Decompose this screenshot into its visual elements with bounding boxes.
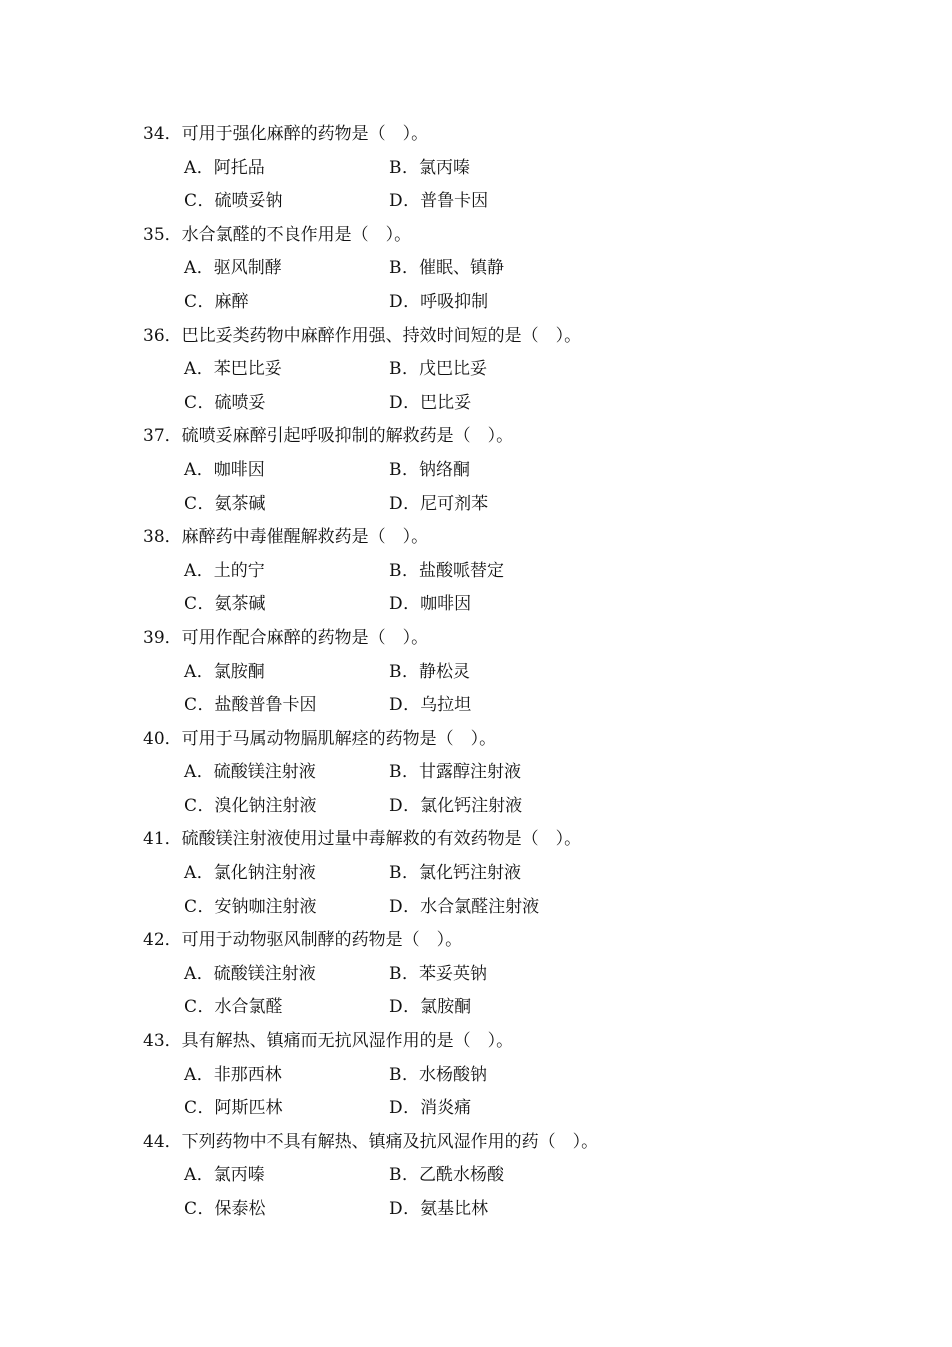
option-row bbox=[143, 488, 863, 522]
option-separator: ． bbox=[402, 963, 419, 984]
option-text: 安钠咖注射液 bbox=[214, 896, 317, 917]
option-separator: ． bbox=[403, 291, 421, 312]
question-number: 34 bbox=[143, 124, 165, 144]
option bbox=[184, 891, 317, 925]
option-row bbox=[143, 152, 863, 186]
option-letter: D bbox=[389, 493, 404, 514]
option bbox=[184, 857, 316, 891]
option-row bbox=[143, 891, 863, 925]
option-separator: ． bbox=[197, 291, 215, 312]
option-separator: ． bbox=[197, 1098, 215, 1119]
option-text: 乙酰水杨酸 bbox=[419, 1165, 504, 1186]
option-letter: B bbox=[389, 459, 402, 480]
question-stem bbox=[143, 1126, 863, 1160]
option-separator: ． bbox=[197, 896, 215, 917]
option-row bbox=[143, 555, 863, 589]
option-text: 盐酸哌替定 bbox=[419, 560, 504, 581]
option-text: 呼吸抑制 bbox=[420, 291, 489, 312]
option-letter: A bbox=[184, 1064, 197, 1085]
option-separator: ． bbox=[196, 359, 214, 380]
option-row bbox=[143, 790, 863, 824]
option-letter: D bbox=[389, 594, 404, 615]
option bbox=[389, 1092, 471, 1126]
question-stem bbox=[143, 823, 863, 857]
option-text: 氨茶碱 bbox=[214, 594, 266, 615]
option-letter: D bbox=[389, 795, 404, 816]
option-text: 催眠、镇静 bbox=[419, 258, 504, 279]
question-text: 可用于马属动物膈肌解痉的药物是（ ）。 bbox=[181, 728, 497, 749]
question-number-separator: ． bbox=[164, 124, 182, 144]
option-text: 咖啡因 bbox=[420, 594, 472, 615]
option bbox=[389, 891, 539, 925]
option bbox=[389, 790, 522, 824]
option-letter: C bbox=[184, 392, 198, 413]
question-stem bbox=[143, 521, 863, 555]
option-row bbox=[143, 454, 863, 488]
option bbox=[184, 1059, 282, 1093]
option-letter: B bbox=[389, 863, 402, 884]
question-stem bbox=[143, 723, 863, 757]
option bbox=[389, 689, 471, 723]
option-separator: ． bbox=[403, 896, 421, 917]
option-letter: A bbox=[184, 1165, 197, 1186]
option-separator: ． bbox=[403, 795, 421, 816]
option bbox=[184, 1159, 265, 1193]
option-separator: ． bbox=[196, 157, 214, 178]
option bbox=[389, 1193, 488, 1227]
option-separator: ． bbox=[402, 560, 419, 581]
question-text: 可用于强化麻醉的药物是（ ）。 bbox=[181, 124, 429, 144]
option-letter: B bbox=[389, 762, 402, 783]
option-letter: B bbox=[389, 1165, 402, 1186]
option-separator: ． bbox=[197, 997, 215, 1018]
option-letter: B bbox=[389, 258, 402, 279]
option-separator: ． bbox=[402, 157, 419, 178]
question-number-separator: ． bbox=[164, 1131, 182, 1152]
option-row bbox=[143, 588, 863, 622]
option-row bbox=[143, 756, 863, 790]
option-separator: ． bbox=[403, 1199, 421, 1219]
option-letter: D bbox=[389, 392, 404, 413]
option-letter: C bbox=[184, 493, 198, 514]
option-separator: ． bbox=[197, 594, 215, 615]
option-text: 静松灵 bbox=[419, 661, 470, 682]
question-number: 38 bbox=[143, 527, 165, 548]
option-separator: ． bbox=[196, 863, 214, 884]
option-letter: A bbox=[184, 359, 197, 380]
option bbox=[389, 286, 488, 320]
question-number-separator: ． bbox=[164, 325, 182, 346]
question-number-separator: ． bbox=[164, 426, 182, 447]
option bbox=[184, 353, 282, 387]
question-number: 43 bbox=[143, 1031, 165, 1052]
option-text: 硫酸镁注射液 bbox=[213, 963, 316, 984]
question-text: 巴比妥类药物中麻醉作用强、持效时间短的是（ ）。 bbox=[181, 325, 582, 346]
question-number-separator: ． bbox=[164, 627, 182, 648]
question-number-separator: ． bbox=[164, 930, 182, 951]
question-text: 可用于动物驱风制酵的药物是（ ）。 bbox=[181, 930, 463, 951]
option-text: 硫喷妥钠 bbox=[214, 191, 283, 212]
question-stem bbox=[143, 622, 863, 656]
option-row bbox=[143, 286, 863, 320]
question-number: 42 bbox=[143, 930, 165, 951]
option-separator: ． bbox=[196, 560, 214, 581]
option-separator: ． bbox=[197, 493, 215, 514]
option-separator: ． bbox=[403, 1098, 421, 1119]
option bbox=[389, 252, 504, 286]
option-letter: C bbox=[184, 896, 198, 917]
option-letter: C bbox=[184, 594, 198, 615]
option-letter: D bbox=[389, 1098, 404, 1119]
option-letter: A bbox=[184, 560, 197, 581]
option-separator: ． bbox=[402, 661, 419, 682]
question-stem bbox=[143, 118, 863, 152]
option-separator: ． bbox=[197, 795, 215, 816]
option-letter: C bbox=[184, 1098, 198, 1119]
option-letter: C bbox=[184, 795, 198, 816]
option-letter: B bbox=[389, 157, 402, 178]
option-letter: C bbox=[184, 1199, 198, 1219]
option bbox=[389, 756, 521, 790]
option bbox=[184, 387, 266, 421]
question-number-separator: ． bbox=[164, 224, 182, 245]
option bbox=[184, 656, 265, 690]
option-text: 氨茶碱 bbox=[214, 493, 266, 514]
option-text: 巴比妥 bbox=[420, 392, 472, 413]
option-separator: ． bbox=[403, 997, 421, 1018]
option-letter: B bbox=[389, 1064, 402, 1085]
option-separator: ． bbox=[197, 191, 215, 212]
option bbox=[184, 185, 283, 219]
option-separator: ． bbox=[197, 392, 215, 413]
option-separator: ． bbox=[197, 1199, 215, 1219]
option-text: 氯化钙注射液 bbox=[420, 795, 523, 816]
option-letter: A bbox=[184, 258, 197, 279]
question-number: 44 bbox=[143, 1131, 165, 1152]
option bbox=[184, 252, 282, 286]
option-separator: ． bbox=[402, 1064, 419, 1085]
option bbox=[389, 1059, 487, 1093]
question-stem bbox=[143, 924, 863, 958]
option-text: 甘露醇注射液 bbox=[419, 762, 521, 783]
option-text: 咖啡因 bbox=[213, 459, 265, 480]
option-row bbox=[143, 1159, 863, 1193]
option bbox=[184, 152, 265, 186]
option-text: 氯化钠注射液 bbox=[213, 863, 316, 884]
option-text: 土的宁 bbox=[213, 560, 265, 581]
option-separator: ． bbox=[402, 459, 419, 480]
option-letter: C bbox=[184, 997, 198, 1018]
option-separator: ． bbox=[402, 1165, 419, 1186]
option bbox=[184, 286, 249, 320]
option-separator: ． bbox=[403, 392, 421, 413]
option-text: 硫喷妥 bbox=[214, 392, 266, 413]
option-letter: A bbox=[184, 157, 197, 178]
question-number-separator: ． bbox=[164, 527, 182, 548]
option-text: 水杨酸钠 bbox=[419, 1064, 487, 1085]
option-row bbox=[143, 185, 863, 219]
option-separator: ． bbox=[196, 1064, 214, 1085]
option-text: 戊巴比妥 bbox=[419, 359, 487, 380]
option bbox=[184, 991, 283, 1025]
option bbox=[389, 185, 488, 219]
question-number-separator: ． bbox=[164, 1031, 182, 1052]
option-separator: ． bbox=[402, 863, 419, 884]
option-letter: D bbox=[389, 997, 404, 1018]
option-text: 乌拉坦 bbox=[420, 695, 472, 716]
question-stem bbox=[143, 420, 863, 454]
question-text: 硫喷妥麻醉引起呼吸抑制的解救药是（ ）。 bbox=[181, 426, 514, 447]
option-separator: ． bbox=[196, 459, 214, 480]
question-number: 40 bbox=[143, 728, 165, 749]
option bbox=[184, 454, 265, 488]
option-row bbox=[143, 958, 863, 992]
option-row bbox=[143, 1193, 863, 1227]
option-text: 普鲁卡因 bbox=[420, 191, 489, 212]
option bbox=[184, 1193, 266, 1227]
option-letter: D bbox=[389, 695, 404, 716]
option-separator: ． bbox=[196, 258, 214, 279]
option-text: 氯胺酮 bbox=[420, 997, 472, 1018]
option-text: 苯巴比妥 bbox=[213, 359, 282, 380]
question-stem bbox=[143, 320, 863, 354]
option-text: 水合氯醛注射液 bbox=[420, 896, 540, 917]
option bbox=[184, 488, 266, 522]
question-number-separator: ． bbox=[164, 829, 182, 850]
question-text: 硫酸镁注射液使用过量中毒解救的有效药物是（ ）。 bbox=[181, 829, 582, 850]
option-text: 盐酸普鲁卡因 bbox=[214, 695, 317, 716]
option-letter: B bbox=[389, 661, 402, 682]
option-row bbox=[143, 656, 863, 690]
option-letter: D bbox=[389, 896, 404, 917]
option-row bbox=[143, 387, 863, 421]
option bbox=[389, 152, 470, 186]
option-letter: A bbox=[184, 963, 197, 984]
option-text: 氯化钙注射液 bbox=[419, 863, 521, 884]
option-separator: ． bbox=[402, 359, 419, 380]
option-separator: ． bbox=[197, 695, 215, 716]
option-text: 氯丙嗪 bbox=[419, 157, 470, 178]
option-letter: A bbox=[184, 762, 197, 783]
option-row bbox=[143, 353, 863, 387]
question-stem bbox=[143, 1025, 863, 1059]
question-text: 麻醉药中毒催醒解救药是（ ）。 bbox=[181, 527, 429, 548]
option-separator: ． bbox=[196, 661, 214, 682]
option-text: 驱风制酵 bbox=[213, 258, 282, 279]
option bbox=[389, 1159, 504, 1193]
option-row bbox=[143, 252, 863, 286]
option bbox=[389, 958, 487, 992]
option-text: 硫酸镁注射液 bbox=[213, 762, 316, 783]
option bbox=[389, 991, 471, 1025]
question-number: 39 bbox=[143, 627, 165, 648]
option bbox=[389, 588, 471, 622]
option-separator: ． bbox=[403, 191, 421, 212]
option-letter: D bbox=[389, 291, 404, 312]
option-row bbox=[143, 857, 863, 891]
question-text: 具有解热、镇痛而无抗风湿作用的是（ ）。 bbox=[181, 1031, 514, 1052]
option-letter: A bbox=[184, 459, 197, 480]
option bbox=[389, 353, 487, 387]
option bbox=[389, 555, 504, 589]
option-text: 非那西林 bbox=[213, 1064, 282, 1085]
option-letter: D bbox=[389, 191, 404, 212]
option-text: 氨基比林 bbox=[420, 1199, 489, 1219]
option-letter: D bbox=[389, 1199, 404, 1219]
question-number: 37 bbox=[143, 426, 165, 447]
option-text: 苯妥英钠 bbox=[419, 963, 487, 984]
option-text: 阿斯匹林 bbox=[214, 1098, 283, 1119]
option-row bbox=[143, 1059, 863, 1093]
option-separator: ． bbox=[402, 258, 419, 279]
option bbox=[184, 790, 317, 824]
question-number: 35 bbox=[143, 224, 165, 245]
option bbox=[389, 454, 470, 488]
option bbox=[184, 756, 316, 790]
option-letter: C bbox=[184, 191, 198, 212]
option-text: 阿托品 bbox=[213, 157, 265, 178]
option-text: 水合氯醛 bbox=[214, 997, 283, 1018]
option-letter: A bbox=[184, 661, 197, 682]
option bbox=[389, 857, 521, 891]
option-separator: ． bbox=[196, 762, 214, 783]
option-row bbox=[143, 991, 863, 1025]
question-text: 水合氯醛的不良作用是（ ）。 bbox=[181, 224, 412, 245]
option bbox=[389, 488, 488, 522]
option-text: 尼可剂苯 bbox=[420, 493, 489, 514]
option-text: 消炎痛 bbox=[420, 1098, 472, 1119]
option-row bbox=[143, 1092, 863, 1126]
option-letter: B bbox=[389, 560, 402, 581]
option bbox=[184, 555, 265, 589]
option-letter: A bbox=[184, 863, 197, 884]
option-separator: ． bbox=[402, 762, 419, 783]
option bbox=[389, 387, 471, 421]
option-row bbox=[143, 689, 863, 723]
option-separator: ． bbox=[403, 695, 421, 716]
question-text: 下列药物中不具有解热、镇痛及抗风湿作用的药（ ）。 bbox=[181, 1131, 599, 1152]
option bbox=[184, 588, 266, 622]
question-number-separator: ． bbox=[164, 728, 182, 749]
question-stem bbox=[143, 219, 863, 253]
option-text: 钠络酮 bbox=[419, 459, 470, 480]
option-separator: ． bbox=[403, 493, 421, 514]
option-separator: ． bbox=[196, 1165, 214, 1186]
question-number: 36 bbox=[143, 325, 165, 346]
option-text: 麻醉 bbox=[214, 291, 249, 312]
option-letter: B bbox=[389, 963, 402, 984]
option-letter: B bbox=[389, 359, 402, 380]
question-list bbox=[143, 118, 863, 1227]
option-letter: C bbox=[184, 291, 198, 312]
option-text: 氯胺酮 bbox=[213, 661, 265, 682]
option bbox=[184, 1092, 283, 1126]
option-letter: C bbox=[184, 695, 198, 716]
option-separator: ． bbox=[196, 963, 214, 984]
question-text: 可用作配合麻醉的药物是（ ）。 bbox=[181, 627, 429, 648]
option-separator: ． bbox=[403, 594, 421, 615]
option-text: 氯丙嗪 bbox=[213, 1165, 265, 1186]
option bbox=[184, 689, 317, 723]
option bbox=[184, 958, 316, 992]
option bbox=[389, 656, 470, 690]
option-text: 保泰松 bbox=[214, 1199, 266, 1219]
option-text: 溴化钠注射液 bbox=[214, 795, 317, 816]
question-number: 41 bbox=[143, 829, 165, 850]
